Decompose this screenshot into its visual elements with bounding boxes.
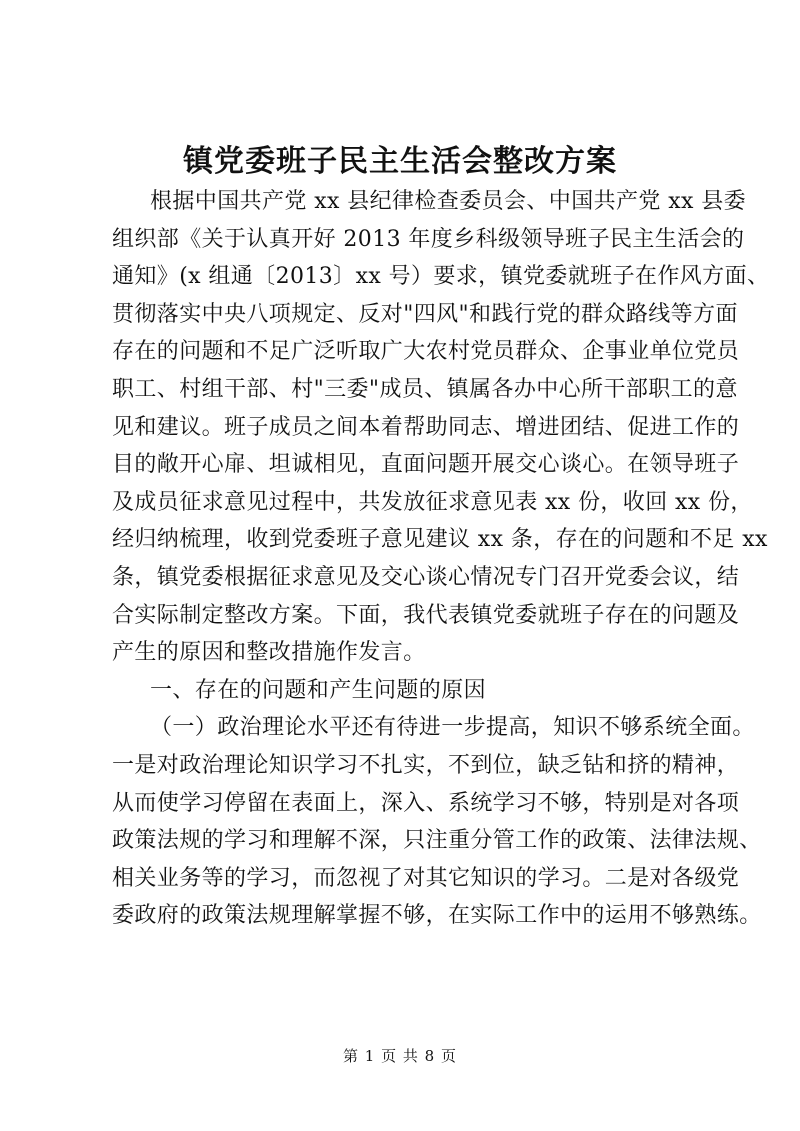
- paragraph-line: 政策法规的学习和理解不深，只注重分管工作的政策、法律法规、: [112, 828, 762, 854]
- section-heading: 一、存在的问题和产生问题的原因: [150, 677, 487, 703]
- paragraph-line: 存在的问题和不足广泛听取广大农村党员群众、企事业单位党员: [112, 339, 740, 365]
- paragraph-line: 合实际制定整改方案。下面，我代表镇党委就班子存在的问题及: [112, 602, 740, 628]
- page-number: 第 1 页 共 8 页: [343, 1047, 457, 1065]
- paragraph-line: 贯彻落实中央八项规定、反对"四风"和践行党的群众路线等方面: [112, 301, 738, 327]
- paragraph-line: 一是对政治理论知识学习不扎实，不到位，缺乏钻和挤的精神，: [112, 752, 740, 778]
- paragraph-line: 及成员征求意见过程中，共发放征求意见表 xx 份，收回 xx 份，: [112, 489, 753, 515]
- document-body: [112, 183, 770, 935]
- paragraph-line: 组织部《关于认真开好 2013 年度乡科级领导班子民主生活会的: [112, 226, 745, 252]
- paragraph-line: 从而使学习停留在表面上，深入、系统学习不够，特别是对各项: [112, 790, 740, 816]
- subsection-heading: （一）政治理论水平还有待进一步提高，知识不够系统全面。: [150, 715, 755, 741]
- paragraph-line: 产生的原因和整改措施作发言。: [112, 640, 426, 666]
- paragraph-line: 通知》(x 组通〔2013〕xx 号）要求，镇党委就班子在作风方面、: [112, 264, 770, 290]
- paragraph-line: 条，镇党委根据征求意见及交心谈心情况专门召开党委会议，结: [112, 564, 740, 590]
- paragraph-line: 根据中国共产党 xx 县纪律检查委员会、中国共产党 xx 县委: [150, 189, 747, 214]
- paragraph-line: 委政府的政策法规理解掌握不够，在实际工作中的运用不够熟练。: [112, 903, 762, 929]
- paragraph-line: 见和建议。班子成员之间本着帮助同志、增进团结、促进工作的: [112, 414, 740, 440]
- paragraph-line: 经归纳梳理，收到党委班子意见建议 xx 条，存在的问题和不足 xx: [112, 527, 768, 553]
- paragraph-line: 职工、村组干部、村"三委"成员、镇属各办中心所干部职工的意: [112, 376, 738, 402]
- document-title: 镇党委班子民主生活会整改方案: [183, 144, 617, 179]
- paragraph-line: 相关业务等的学习，而忽视了对其它知识的学习。二是对各级党: [112, 865, 740, 891]
- paragraph-line: 目的敞开心扉、坦诚相见，直面问题开展交心谈心。在领导班子: [112, 452, 740, 478]
